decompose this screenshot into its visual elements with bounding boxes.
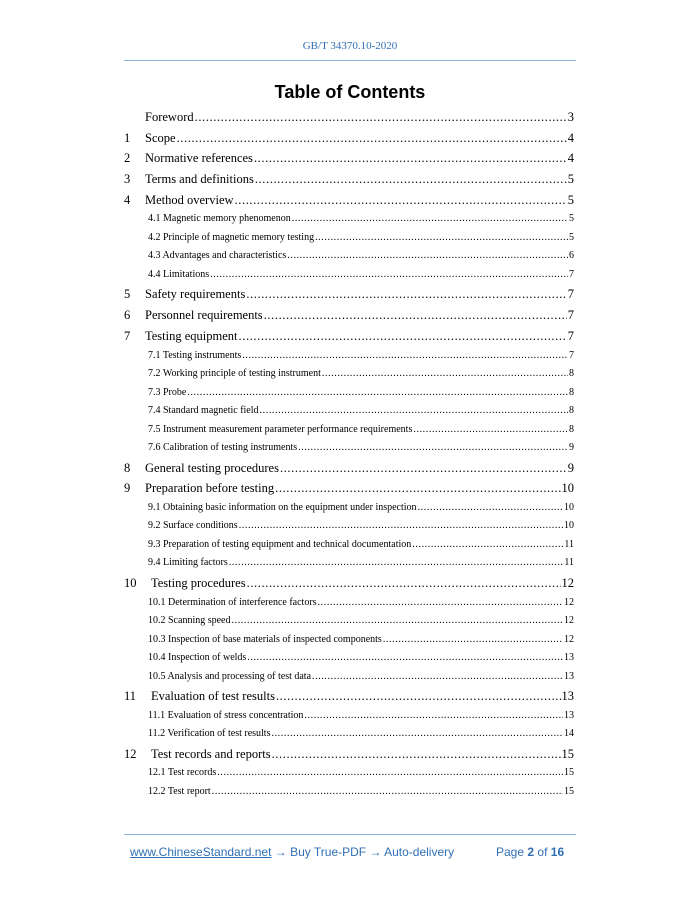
toc-entry-page: 13 bbox=[564, 709, 574, 721]
toc-leader-dots bbox=[247, 649, 563, 668]
toc-leader-dots bbox=[217, 764, 563, 783]
toc-leader-dots bbox=[298, 439, 568, 458]
toc-entry-label: 7.5 Instrument measurement parameter performance requirements bbox=[148, 423, 413, 435]
toc-entry-label: 10.1 Determination of interference factors bbox=[148, 596, 317, 608]
toc-entry-page: 3 bbox=[567, 110, 574, 124]
toc-entry[interactable] bbox=[124, 148, 574, 169]
toc-entry-page: 8 bbox=[569, 368, 574, 379]
toc-entry-page: 7 bbox=[567, 308, 574, 323]
toc-entry-label: 4.3 Advantages and characteristics bbox=[148, 250, 287, 262]
toc-entry-number: 3 bbox=[124, 172, 131, 187]
toc-leader-dots bbox=[312, 668, 563, 687]
toc-leader-dots bbox=[322, 365, 568, 384]
toc-leader-dots bbox=[229, 554, 564, 573]
page-total: 16 bbox=[550, 845, 565, 859]
page-title: Table of Contents bbox=[274, 82, 426, 102]
toc-leader-dots bbox=[255, 169, 567, 190]
toc-leader-dots bbox=[412, 536, 563, 555]
toc-leader-dots bbox=[212, 783, 563, 802]
toc-entry-number: 11 bbox=[124, 689, 137, 704]
toc-leader-dots bbox=[177, 128, 567, 149]
toc-entry-label: 7.2 Working principle of testing instrument bbox=[148, 368, 321, 379]
toc-entry[interactable] bbox=[124, 649, 574, 668]
toc-entry-page: 8 bbox=[569, 423, 574, 435]
toc-entry-number: 7 bbox=[124, 328, 131, 343]
toc-entry-number: 4 bbox=[124, 192, 131, 207]
toc-leader-dots bbox=[247, 573, 561, 594]
toc-entry-page: 11 bbox=[564, 557, 574, 569]
toc-entry-label: 7.6 Calibration of testing instruments bbox=[148, 442, 298, 453]
toc-leader-dots bbox=[187, 384, 568, 403]
toc-entry[interactable] bbox=[124, 439, 574, 458]
toc-entry[interactable] bbox=[124, 707, 574, 726]
toc-entry-number: 8 bbox=[124, 460, 131, 475]
toc-leader-dots bbox=[239, 517, 563, 536]
toc-entry-number: 1 bbox=[124, 130, 131, 145]
toc-entry-label: 9.2 Surface conditions bbox=[148, 520, 238, 532]
toc-entry[interactable] bbox=[124, 686, 574, 707]
toc-entry[interactable] bbox=[124, 725, 574, 744]
toc-entry-label: 9.4 Limiting factors bbox=[148, 557, 228, 569]
toc-entry-page: 5 bbox=[567, 192, 574, 207]
toc-entry[interactable] bbox=[124, 478, 574, 499]
toc-entry-page: 5 bbox=[567, 172, 574, 187]
toc-entry-label: Personnel requirements bbox=[145, 308, 263, 323]
toc-entry[interactable] bbox=[124, 573, 574, 594]
toc-entry-page: 12 bbox=[564, 633, 574, 645]
toc-entry-page: 13 bbox=[564, 670, 574, 682]
toc-entry-page: 7 bbox=[567, 328, 574, 343]
toc-entry[interactable] bbox=[124, 210, 574, 229]
toc-entry-label: 12.2 Test report bbox=[148, 785, 211, 797]
toc-leader-dots bbox=[264, 305, 567, 326]
toc-entry-page: 5 bbox=[569, 213, 574, 225]
toc-entry[interactable] bbox=[124, 402, 574, 421]
toc-entry-page: 12 bbox=[561, 575, 574, 590]
toc-entry-page: 10 bbox=[561, 481, 574, 496]
toc-entry[interactable] bbox=[124, 764, 574, 783]
toc-leader-dots bbox=[232, 612, 564, 631]
toc-leader-dots bbox=[276, 686, 561, 707]
toc-leader-dots bbox=[383, 631, 563, 650]
toc-leader-dots bbox=[304, 707, 563, 726]
table-of-contents bbox=[124, 107, 574, 801]
toc-entry[interactable] bbox=[124, 421, 574, 440]
toc-entry-number: 10 bbox=[124, 575, 137, 590]
toc-leader-dots bbox=[318, 594, 563, 613]
footer-promo-text: → Buy True-PDF → Auto-delivery bbox=[271, 845, 455, 859]
toc-leader-dots bbox=[272, 744, 561, 765]
toc-entry-page: 10 bbox=[564, 520, 574, 532]
header-divider bbox=[124, 60, 576, 61]
toc-entry-label: 11.2 Verification of test results bbox=[148, 728, 271, 740]
toc-leader-dots bbox=[280, 458, 567, 479]
toc-entry-label: Testing equipment bbox=[145, 328, 238, 343]
toc-entry-page: 11 bbox=[564, 538, 574, 550]
toc-entry[interactable] bbox=[124, 266, 574, 285]
toc-entry[interactable] bbox=[124, 499, 574, 518]
toc-entry[interactable] bbox=[124, 594, 574, 613]
toc-entry-page: 7 bbox=[569, 349, 574, 361]
toc-entry[interactable] bbox=[124, 284, 574, 305]
toc-entry-label: Testing procedures bbox=[151, 575, 246, 590]
toc-entry-page: 9 bbox=[569, 442, 574, 453]
toc-entry-label: Normative references bbox=[145, 151, 253, 166]
toc-leader-dots bbox=[242, 347, 568, 366]
toc-entry[interactable] bbox=[124, 668, 574, 687]
toc-entry-number: 2 bbox=[124, 151, 131, 166]
toc-entry-label: 4.2 Principle of magnetic memory testing bbox=[148, 231, 315, 243]
toc-entry-label: 4.1 Magnetic memory phenomenon bbox=[148, 213, 291, 225]
toc-entry[interactable] bbox=[124, 384, 574, 403]
toc-entry-number: 9 bbox=[124, 481, 131, 496]
toc-entry-label: Terms and definitions bbox=[145, 172, 254, 187]
toc-entry[interactable] bbox=[124, 517, 574, 536]
toc-entry-label: Scope bbox=[145, 130, 176, 145]
toc-entry-label: 10.2 Scanning speed bbox=[148, 615, 231, 627]
toc-entry-label: 12.1 Test records bbox=[148, 767, 217, 779]
toc-entry-label: Preparation before testing bbox=[145, 481, 275, 496]
toc-leader-dots bbox=[210, 266, 568, 285]
toc-entry[interactable] bbox=[124, 744, 574, 765]
toc-entry-page: 12 bbox=[564, 596, 574, 608]
toc-entry[interactable] bbox=[124, 305, 574, 326]
toc-entry-page: 9 bbox=[567, 460, 574, 475]
footer-site-link[interactable]: www.ChineseStandard.net bbox=[130, 845, 272, 859]
toc-leader-dots bbox=[315, 229, 568, 248]
toc-entry-label: 9.1 Obtaining basic information on the equipment under inspection bbox=[148, 501, 417, 513]
toc-leader-dots bbox=[418, 499, 563, 518]
toc-entry-number: 5 bbox=[124, 287, 131, 302]
toc-entry-label: Safety requirements bbox=[145, 287, 246, 302]
toc-leader-dots bbox=[260, 402, 568, 421]
toc-leader-dots bbox=[275, 478, 560, 499]
toc-leader-dots bbox=[195, 107, 567, 128]
toc-leader-dots bbox=[246, 284, 566, 305]
page-indicator: Page 2 of 16 bbox=[496, 845, 565, 859]
toc-entry-page: 8 bbox=[569, 386, 574, 398]
toc-entry-label: 9.3 Preparation of testing equipment and technical documentation bbox=[148, 538, 412, 550]
toc-entry-label: 10.5 Analysis and processing of test data bbox=[148, 670, 312, 682]
toc-entry-page: 13 bbox=[561, 689, 574, 704]
toc-entry[interactable] bbox=[124, 190, 574, 211]
toc-entry[interactable] bbox=[124, 247, 574, 266]
toc-entry-page: 15 bbox=[564, 785, 574, 797]
toc-entry-label: 7.4 Standard magnetic field bbox=[148, 405, 259, 416]
toc-entry[interactable] bbox=[124, 169, 574, 190]
toc-entry-label: 11.1 Evaluation of stress concentration bbox=[148, 709, 304, 721]
toc-entry[interactable] bbox=[124, 107, 574, 128]
toc-entry[interactable] bbox=[124, 631, 574, 650]
toc-entry-number: 12 bbox=[124, 746, 137, 761]
toc-entry-label: General testing procedures bbox=[145, 460, 279, 475]
toc-entry-page: 15 bbox=[564, 767, 574, 779]
toc-entry-label: Foreword bbox=[145, 110, 194, 124]
toc-leader-dots bbox=[254, 148, 567, 169]
toc-leader-dots bbox=[413, 421, 568, 440]
toc-entry[interactable] bbox=[124, 458, 574, 479]
toc-leader-dots bbox=[235, 190, 567, 211]
toc-entry-page: 5 bbox=[569, 231, 574, 243]
toc-entry-label: 10.4 Inspection of welds bbox=[148, 652, 247, 664]
document-header: GB/T 34370.10-2020 bbox=[302, 40, 398, 52]
page-current: 2 bbox=[527, 845, 535, 859]
toc-leader-dots bbox=[292, 210, 568, 229]
toc-entry-page: 14 bbox=[564, 728, 574, 740]
toc-entry-page: 4 bbox=[567, 130, 574, 145]
toc-entry-page: 15 bbox=[561, 746, 574, 761]
toc-entry-page: 12 bbox=[564, 615, 574, 627]
toc-entry-page: 6 bbox=[569, 250, 574, 262]
toc-leader-dots bbox=[271, 725, 563, 744]
toc-entry-label: 7.1 Testing instruments bbox=[148, 349, 242, 361]
page-footer bbox=[0, 845, 700, 861]
toc-entry-label: 7.3 Probe bbox=[148, 386, 187, 398]
toc-entry[interactable] bbox=[124, 128, 574, 149]
toc-leader-dots bbox=[239, 326, 567, 347]
footer-divider bbox=[124, 834, 576, 835]
toc-entry[interactable] bbox=[124, 554, 574, 573]
footer-promo[interactable] bbox=[130, 845, 454, 859]
toc-entry[interactable] bbox=[124, 536, 574, 555]
toc-entry-label: Method overview bbox=[145, 192, 234, 207]
toc-entry-number: 6 bbox=[124, 308, 131, 323]
toc-entry-page: 7 bbox=[567, 287, 574, 302]
toc-entry-page: 4 bbox=[567, 151, 574, 166]
toc-entry[interactable] bbox=[124, 365, 574, 384]
toc-entry-label: Test records and reports bbox=[151, 746, 271, 761]
toc-entry-page: 7 bbox=[569, 268, 574, 280]
toc-entry-page: 10 bbox=[564, 501, 574, 513]
toc-entry[interactable] bbox=[124, 229, 574, 248]
toc-entry-label: 10.3 Inspection of base materials of inspected components bbox=[148, 633, 382, 645]
toc-entry-page: 8 bbox=[569, 405, 574, 416]
toc-entry[interactable] bbox=[124, 347, 574, 366]
toc-entry[interactable] bbox=[124, 783, 574, 802]
toc-entry[interactable] bbox=[124, 326, 574, 347]
toc-entry-page: 13 bbox=[564, 652, 574, 664]
toc-entry[interactable] bbox=[124, 612, 574, 631]
toc-entry-label: 4.4 Limitations bbox=[148, 268, 210, 280]
toc-entry-label: Evaluation of test results bbox=[151, 689, 275, 704]
toc-leader-dots bbox=[287, 247, 568, 266]
